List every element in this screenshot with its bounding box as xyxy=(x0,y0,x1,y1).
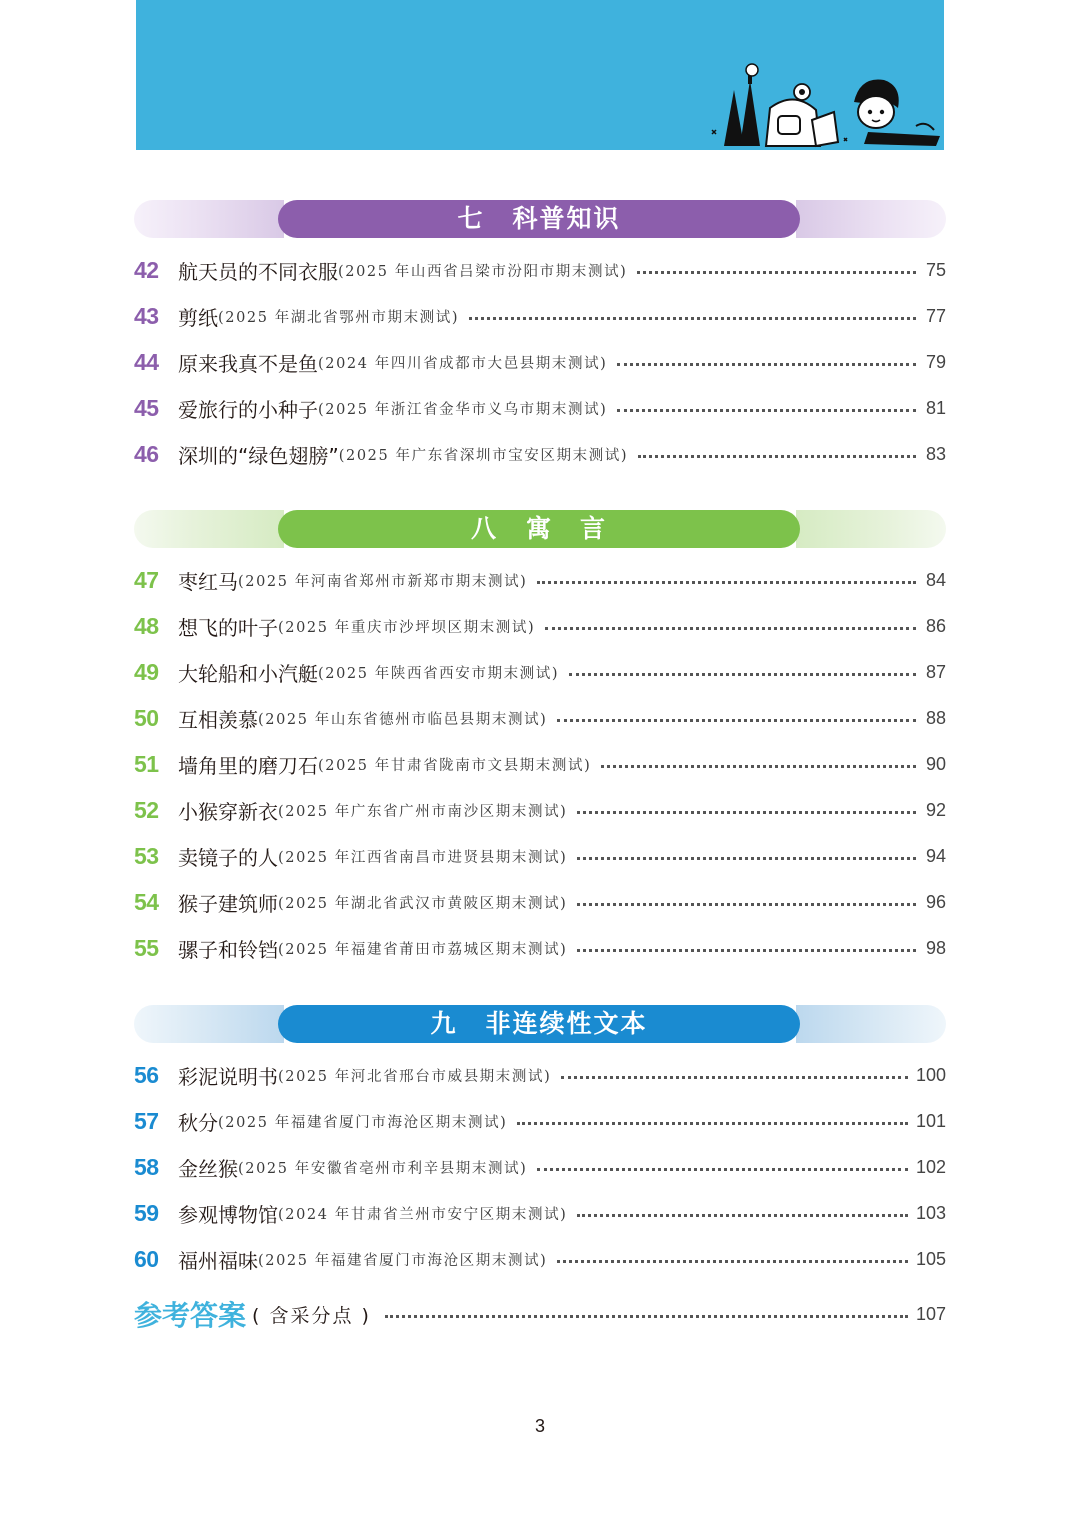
entry-page: 84 xyxy=(925,569,946,590)
section-title: 寓 言 xyxy=(526,514,608,543)
toc-entry[interactable] xyxy=(134,391,946,425)
dot-leader xyxy=(385,1315,908,1318)
entry-page: 83 xyxy=(925,443,946,464)
dot-leader xyxy=(577,949,916,952)
entry-title: 骡子和铃铛 xyxy=(178,937,278,962)
answers-note: ( 含采分点 ) xyxy=(252,1304,371,1327)
toc-entry[interactable] xyxy=(134,793,946,827)
entry-title: 参观博物馆 xyxy=(178,1202,278,1227)
section-header-8 xyxy=(134,510,946,548)
entry-number: 57 xyxy=(134,1107,159,1134)
dot-leader xyxy=(469,317,916,320)
dot-leader xyxy=(601,765,916,768)
section-number: 七 xyxy=(457,204,485,233)
entry-page: 86 xyxy=(925,615,946,636)
section-number: 八 xyxy=(470,514,498,543)
entry-number: 49 xyxy=(134,658,159,685)
entry-title: 航天员的不同衣服 xyxy=(178,259,338,284)
header-banner xyxy=(136,0,944,150)
entry-page: 88 xyxy=(925,707,946,728)
toc-entry[interactable] xyxy=(134,299,946,333)
entry-number: 47 xyxy=(134,566,159,593)
entry-number: 51 xyxy=(134,750,159,777)
entry-title: 大轮船和小汽艇 xyxy=(178,661,318,686)
entry-number: 42 xyxy=(134,256,159,283)
entry-source: (2025 年广东省深圳市宝安区期末测试) xyxy=(338,447,629,464)
toc-entry[interactable] xyxy=(134,931,946,965)
entry-title: 原来我真不是鱼 xyxy=(178,351,318,376)
dot-leader xyxy=(638,455,916,458)
entry-number: 60 xyxy=(134,1245,159,1272)
entry-source: (2025 年江西省南昌市进贤县期末测试) xyxy=(278,849,568,866)
section-title-pill xyxy=(278,200,800,238)
section-header-7 xyxy=(134,200,946,238)
toc-entry[interactable] xyxy=(134,1242,946,1276)
entry-source: (2024 年甘肃省兰州市安宁区期末测试) xyxy=(278,1206,568,1223)
entry-number: 44 xyxy=(134,348,159,375)
dot-leader xyxy=(577,1214,908,1217)
entry-source: (2025 年福建省厦门市海沧区期末测试) xyxy=(258,1252,548,1269)
entry-source: (2025 年陕西省西安市期末测试) xyxy=(318,665,560,682)
section-number: 九 xyxy=(430,1009,458,1038)
entry-source: (2025 年重庆市沙坪坝区期末测试) xyxy=(278,619,536,636)
entry-page: 90 xyxy=(925,753,946,774)
dot-leader xyxy=(517,1122,908,1125)
dot-leader xyxy=(577,811,916,814)
page-number: 3 xyxy=(534,1416,545,1436)
entry-source: (2025 年浙江省金华市义乌市期末测试) xyxy=(318,401,608,418)
entry-number: 59 xyxy=(134,1199,159,1226)
dot-leader xyxy=(617,363,916,366)
entry-page: 79 xyxy=(925,351,946,372)
toc-entry[interactable] xyxy=(134,1196,946,1230)
entry-page: 75 xyxy=(925,259,946,280)
toc-entry[interactable] xyxy=(134,747,946,781)
dot-leader xyxy=(537,581,916,584)
entry-title: 小猴穿新衣 xyxy=(178,799,278,824)
entry-title: 猴子建筑师 xyxy=(178,891,278,916)
entry-source: (2025 年福建省厦门市海沧区期末测试) xyxy=(218,1114,508,1131)
entry-title: 福州福味 xyxy=(178,1248,258,1273)
entry-source: (2025 年湖北省鄂州市期末测试) xyxy=(218,309,460,326)
entry-title: 金丝猴 xyxy=(178,1156,238,1181)
entry-number: 48 xyxy=(134,612,159,639)
entry-page: 77 xyxy=(925,305,946,326)
entry-page: 103 xyxy=(915,1202,946,1223)
entry-title: 卖镜子的人 xyxy=(178,845,278,870)
entry-page: 102 xyxy=(915,1156,946,1177)
entry-page: 92 xyxy=(925,799,946,820)
entry-number: 55 xyxy=(134,934,159,961)
dot-leader xyxy=(577,903,916,906)
toc-entry-answers[interactable] xyxy=(134,1292,946,1336)
entry-number: 45 xyxy=(134,394,159,421)
toc-entry[interactable] xyxy=(134,1104,946,1138)
entry-source: (2025 年甘肃省陇南市文县期末测试) xyxy=(318,757,592,774)
toc-entry[interactable] xyxy=(134,655,946,689)
entry-page: 101 xyxy=(915,1110,946,1131)
entry-page: 105 xyxy=(915,1248,946,1269)
entry-title: 彩泥说明书 xyxy=(178,1064,278,1089)
toc-entry[interactable] xyxy=(134,701,946,735)
entry-source: (2024 年四川省成都市大邑县期末测试) xyxy=(318,355,608,372)
section-title: 非连续性文本 xyxy=(485,1009,648,1038)
entry-number: 52 xyxy=(134,796,159,823)
entry-source: (2025 年河北省邢台市威县期末测试) xyxy=(278,1068,552,1085)
entry-title: 秋分 xyxy=(178,1110,218,1135)
entry-number: 56 xyxy=(134,1061,159,1088)
kids-illustration xyxy=(704,50,944,150)
section-title-pill xyxy=(278,1005,800,1043)
section-title-pill xyxy=(278,510,800,548)
entry-title: 想飞的叶子 xyxy=(178,615,278,640)
entry-page: 100 xyxy=(915,1064,946,1085)
dot-leader xyxy=(617,409,916,412)
entry-number: 58 xyxy=(134,1153,159,1180)
dot-leader xyxy=(537,1168,908,1171)
toc-entry[interactable] xyxy=(134,437,946,471)
entry-title: 深圳的“绿色翅膀” xyxy=(178,443,339,468)
toc-entry[interactable] xyxy=(134,839,946,873)
dot-leader xyxy=(637,271,916,274)
entry-number: 53 xyxy=(134,842,159,869)
section-header-9 xyxy=(134,1005,946,1043)
answers-title: 参考答案 xyxy=(134,1299,247,1332)
entry-page: 87 xyxy=(925,661,946,682)
dot-leader xyxy=(569,673,916,676)
toc-entry[interactable] xyxy=(134,253,946,287)
dot-leader xyxy=(545,627,916,630)
entry-title: 剪纸 xyxy=(178,305,218,330)
dot-leader xyxy=(561,1076,908,1079)
entry-title: 互相羡慕 xyxy=(178,707,258,732)
entry-page: 107 xyxy=(915,1303,946,1324)
toc-entry[interactable] xyxy=(134,1150,946,1184)
entry-source: (2025 年广东省广州市南沙区期末测试) xyxy=(278,803,568,820)
entry-title: 爱旅行的小种子 xyxy=(178,397,318,422)
entry-source: (2025 年湖北省武汉市黄陂区期末测试) xyxy=(278,895,568,912)
entry-page: 96 xyxy=(925,891,946,912)
entry-source: (2025 年山西省吕梁市汾阳市期末测试) xyxy=(338,263,628,280)
entry-number: 54 xyxy=(134,888,159,915)
entry-number: 43 xyxy=(134,302,159,329)
entry-source: (2025 年山东省德州市临邑县期末测试) xyxy=(258,711,548,728)
dot-leader xyxy=(557,719,916,722)
dot-leader xyxy=(557,1260,908,1263)
dot-leader xyxy=(577,857,916,860)
entry-source: (2025 年河南省郑州市新郑市期末测试) xyxy=(238,573,528,590)
entry-title: 墙角里的磨刀石 xyxy=(178,753,318,778)
toc-entry[interactable] xyxy=(134,1058,946,1092)
section-title: 科普知识 xyxy=(512,204,621,233)
entry-number: 46 xyxy=(134,440,159,467)
entry-number: 50 xyxy=(134,704,159,731)
toc-entry[interactable] xyxy=(134,563,946,597)
toc-entry[interactable] xyxy=(134,609,946,643)
toc-entry[interactable] xyxy=(134,885,946,919)
entry-source: (2025 年安徽省亳州市利辛县期末测试) xyxy=(238,1160,528,1177)
entry-page: 81 xyxy=(925,397,946,418)
toc-entry[interactable] xyxy=(134,345,946,379)
entry-page: 94 xyxy=(925,845,946,866)
entry-page: 98 xyxy=(925,937,946,958)
entry-source: (2025 年福建省莆田市荔城区期末测试) xyxy=(278,941,568,958)
entry-title: 枣红马 xyxy=(178,569,238,594)
